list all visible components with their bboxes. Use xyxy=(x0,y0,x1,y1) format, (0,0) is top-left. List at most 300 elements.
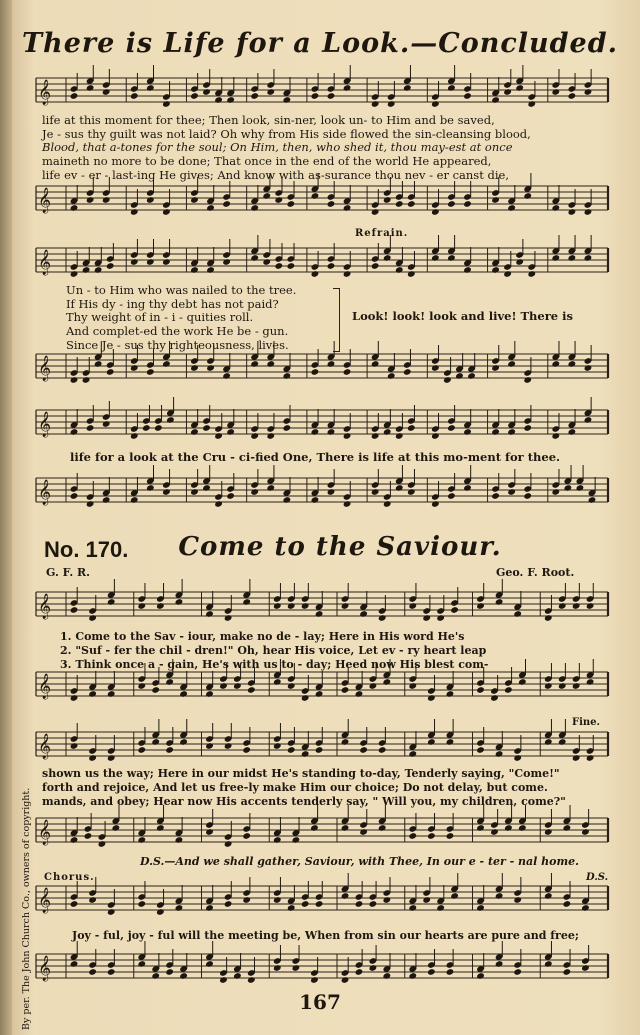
note-head xyxy=(431,208,440,216)
note-head xyxy=(130,496,139,504)
note-head xyxy=(86,196,95,204)
note-head xyxy=(165,746,174,754)
note-head xyxy=(102,496,111,504)
note-head xyxy=(495,892,504,900)
note-head xyxy=(202,484,211,492)
note-head xyxy=(301,602,310,610)
note-head xyxy=(273,896,282,904)
note-head xyxy=(551,432,560,440)
note-head xyxy=(247,976,256,984)
note-head xyxy=(82,376,91,384)
note-head xyxy=(518,678,527,686)
note-head xyxy=(88,614,97,622)
note-head xyxy=(233,972,242,980)
note-head xyxy=(224,742,233,750)
note-head xyxy=(315,690,324,698)
note-head xyxy=(70,270,79,278)
note-head xyxy=(146,84,155,92)
note-head xyxy=(70,92,79,100)
lyric-line: 2. "Suf - fer the chil - dren!" Oh, hear His voice, Let ev - ry heart leap xyxy=(60,644,487,657)
note-head xyxy=(190,364,199,372)
note-head xyxy=(383,254,392,262)
note-head xyxy=(102,88,111,96)
clef: 𝄞 xyxy=(38,820,52,845)
note-head xyxy=(504,824,513,832)
note-head xyxy=(544,960,553,968)
note-head xyxy=(107,754,116,762)
note-head xyxy=(584,416,593,424)
lyric-line: 3. Think once a - gain, He's with us to - day; Heed now His blest com- xyxy=(60,658,489,671)
note-head xyxy=(137,746,146,754)
note-head xyxy=(70,694,79,702)
note-head xyxy=(476,824,485,832)
note-head xyxy=(408,750,417,758)
note-head xyxy=(343,84,352,92)
note-head xyxy=(551,488,560,496)
note-head xyxy=(205,742,214,750)
note-head xyxy=(206,364,215,372)
clef: 𝄞 xyxy=(38,888,52,913)
note-head xyxy=(315,900,324,908)
note-head xyxy=(273,678,282,686)
note-head xyxy=(137,836,146,844)
note-head xyxy=(287,262,296,270)
clef: 𝄞 xyxy=(38,734,52,759)
note-head xyxy=(568,360,577,368)
note-head xyxy=(94,360,103,368)
note-head xyxy=(447,424,456,432)
verse-brace xyxy=(333,288,340,352)
verse-lyrics xyxy=(60,630,488,672)
lyric-line: Je - sus thy guilt was not laid? Oh why from His side flowed the sin-cleansing blood, xyxy=(42,126,531,141)
page-number: 167 xyxy=(299,990,341,1014)
note-head xyxy=(558,682,567,690)
lyric-line: Un - to Him who was nailed to the tree. xyxy=(66,283,297,297)
note-head xyxy=(283,96,292,104)
note-head xyxy=(107,690,116,698)
note-head xyxy=(179,738,188,746)
note-head xyxy=(130,92,139,100)
note-head xyxy=(250,488,259,496)
note-head xyxy=(70,900,79,908)
note-head xyxy=(70,376,79,384)
note-head xyxy=(558,738,567,746)
note-head xyxy=(190,266,199,274)
note-head xyxy=(513,754,522,762)
note-head xyxy=(518,824,527,832)
note-head xyxy=(146,258,155,266)
note-head xyxy=(214,432,223,440)
note-head xyxy=(214,96,223,104)
note-head xyxy=(371,100,380,108)
note-head xyxy=(447,492,456,500)
note-head xyxy=(247,686,256,694)
ds-label: D.S. xyxy=(586,872,609,883)
chorus-label: Chorus. xyxy=(44,872,95,883)
note-head xyxy=(156,602,165,610)
note-head xyxy=(130,432,139,440)
note-head xyxy=(551,360,560,368)
note-head xyxy=(359,746,368,754)
note-head xyxy=(219,682,228,690)
note-head xyxy=(250,92,259,100)
note-head xyxy=(179,972,188,980)
note-head xyxy=(572,682,581,690)
note-head xyxy=(513,896,522,904)
clef: 𝄞 xyxy=(38,80,52,105)
note-head xyxy=(581,964,590,972)
note-head xyxy=(507,488,516,496)
note-head xyxy=(327,262,336,270)
note-head xyxy=(495,750,504,758)
clef: 𝄞 xyxy=(38,188,52,213)
note-head xyxy=(523,424,532,432)
note-head xyxy=(82,266,91,274)
note-head xyxy=(563,968,572,976)
note-head xyxy=(137,900,146,908)
copyright-notice xyxy=(15,650,35,1030)
note-head xyxy=(568,92,577,100)
note-head xyxy=(70,960,79,968)
note-head xyxy=(175,598,184,606)
note-head xyxy=(205,904,214,912)
note-head xyxy=(371,432,380,440)
clef: 𝄞 xyxy=(38,594,52,619)
note-head xyxy=(491,364,500,372)
note-head xyxy=(206,266,215,274)
note-head xyxy=(222,258,231,266)
note-head xyxy=(476,602,485,610)
note-head xyxy=(408,904,417,912)
note-head xyxy=(190,196,199,204)
note-head xyxy=(446,968,455,976)
clef: 𝄞 xyxy=(38,480,52,505)
note-head xyxy=(190,92,199,100)
note-head xyxy=(70,836,79,844)
note-head xyxy=(408,682,417,690)
note-head xyxy=(551,254,560,262)
note-head xyxy=(327,428,336,436)
note-head xyxy=(544,614,553,622)
refrain-lyrics-end: life for a look at the Cru - ci-fied One, There is life at this mo-ment for thee. xyxy=(70,450,561,464)
note-head xyxy=(287,682,296,690)
note-head xyxy=(343,270,352,278)
note-head xyxy=(179,690,188,698)
note-head xyxy=(250,254,259,262)
note-head xyxy=(507,428,516,436)
note-head xyxy=(341,892,350,900)
note-head xyxy=(584,254,593,262)
note-head xyxy=(513,968,522,976)
note-head xyxy=(581,904,590,912)
note-head xyxy=(431,254,440,262)
note-head xyxy=(311,192,320,200)
note-head xyxy=(427,694,436,702)
note-head xyxy=(563,824,572,832)
note-head xyxy=(146,196,155,204)
note-head xyxy=(292,964,301,972)
note-head xyxy=(584,88,593,96)
note-head xyxy=(446,690,455,698)
note-head xyxy=(311,496,320,504)
note-head xyxy=(137,960,146,968)
note-head xyxy=(369,900,378,908)
note-head xyxy=(476,904,485,912)
lyric-line: And complet-ed the work He be - gun. xyxy=(66,324,289,339)
verse-lyrics-continued xyxy=(42,767,566,809)
note-head xyxy=(507,360,516,368)
note-head xyxy=(242,832,251,840)
note-head xyxy=(443,376,452,384)
ds-line: D.S.—And we shall gather, Saviour, with Thee, In our e - ter - nal home. xyxy=(140,855,579,868)
lyric-line: Since Je - sus thy righteousness, lives. xyxy=(66,337,289,352)
note-head xyxy=(491,492,500,500)
note-head xyxy=(551,88,560,96)
note-head xyxy=(584,208,593,216)
note-head xyxy=(274,262,283,270)
note-head xyxy=(572,754,581,762)
lyric-line: life ev - er - last-ing He gives; And know with as-surance thou nev - er canst die, xyxy=(42,167,509,182)
note-head xyxy=(162,258,171,266)
note-head xyxy=(463,484,472,492)
clef: 𝄞 xyxy=(38,250,52,275)
note-head xyxy=(86,424,95,432)
note-head xyxy=(383,500,392,508)
lyric-line: life at this moment for thee; Then look, sin-ner, look un- to Him and be saved, xyxy=(42,113,495,127)
note-head xyxy=(162,100,171,108)
note-head xyxy=(146,368,155,376)
note-head xyxy=(371,488,380,496)
note-head xyxy=(273,742,282,750)
note-head xyxy=(146,484,155,492)
note-head xyxy=(156,824,165,832)
note-head xyxy=(395,432,404,440)
note-head xyxy=(250,432,259,440)
note-head xyxy=(175,904,184,912)
note-head xyxy=(242,598,251,606)
note-head xyxy=(107,968,116,976)
note-head xyxy=(407,270,416,278)
note-head xyxy=(476,972,485,980)
note-head xyxy=(584,364,593,372)
note-head xyxy=(431,100,440,108)
note-head xyxy=(564,484,573,492)
note-head xyxy=(408,832,417,840)
note-head xyxy=(491,266,500,274)
note-head xyxy=(165,678,174,686)
note-head xyxy=(107,598,116,606)
note-head xyxy=(311,368,320,376)
note-head xyxy=(266,484,275,492)
lyric-line: maineth no more to be done; That once in the end of the world He appeared, xyxy=(42,154,492,169)
note-head xyxy=(310,824,319,832)
note-head xyxy=(378,614,387,622)
note-head xyxy=(242,896,251,904)
note-head xyxy=(273,602,282,610)
note-head xyxy=(242,746,251,754)
note-head xyxy=(266,360,275,368)
lyric-line: Thy weight of in - i - quities roll. xyxy=(66,310,254,325)
note-head xyxy=(576,484,585,492)
note-head xyxy=(88,896,97,904)
note-head xyxy=(226,492,235,500)
note-head xyxy=(515,84,524,92)
note-head xyxy=(495,960,504,968)
note-head xyxy=(86,500,95,508)
note-head xyxy=(190,488,199,496)
note-head xyxy=(383,896,392,904)
note-head xyxy=(447,200,456,208)
note-head xyxy=(369,682,378,690)
clef: 𝄞 xyxy=(38,356,52,381)
note-head xyxy=(446,738,455,746)
note-head xyxy=(359,828,368,836)
note-head xyxy=(311,428,320,436)
hymn-number: No. 170. xyxy=(44,537,129,562)
note-head xyxy=(341,976,350,984)
note-head xyxy=(142,424,151,432)
note-head xyxy=(205,960,214,968)
note-head xyxy=(467,372,476,380)
note-head xyxy=(273,836,282,844)
lyric-line: Blood, that a-tones for the soul; On Him, then, who shed it, thou may-est at once xyxy=(42,140,513,155)
note-head xyxy=(162,488,171,496)
note-head xyxy=(86,84,95,92)
note-head xyxy=(551,204,560,212)
note-head xyxy=(102,196,111,204)
note-head xyxy=(202,88,211,96)
note-head xyxy=(369,964,378,972)
note-head xyxy=(383,972,392,980)
note-head xyxy=(544,738,553,746)
note-head xyxy=(292,836,301,844)
note-head xyxy=(359,610,368,618)
clef: 𝄞 xyxy=(38,412,52,437)
note-head xyxy=(447,254,456,262)
note-head xyxy=(165,968,174,976)
note-head xyxy=(315,610,324,618)
note-head xyxy=(431,432,440,440)
note-head xyxy=(137,682,146,690)
note-head xyxy=(422,896,431,904)
clef: 𝄞 xyxy=(38,674,52,699)
note-head xyxy=(287,746,296,754)
note-head xyxy=(301,750,310,758)
note-head xyxy=(491,428,500,436)
note-head xyxy=(137,602,146,610)
note-head xyxy=(287,904,296,912)
note-head xyxy=(447,84,456,92)
note-head xyxy=(408,972,417,980)
note-head xyxy=(378,746,387,754)
note-head xyxy=(226,428,235,436)
note-head xyxy=(427,968,436,976)
note-head xyxy=(341,686,350,694)
note-head xyxy=(463,92,472,100)
note-head xyxy=(355,900,364,908)
words-credit: G. F. R. xyxy=(46,566,90,579)
note-head xyxy=(94,266,103,274)
clef: 𝄞 xyxy=(38,956,52,981)
note-head xyxy=(527,270,536,278)
note-head xyxy=(408,602,417,610)
note-head xyxy=(283,372,292,380)
note-head xyxy=(224,614,233,622)
note-head xyxy=(287,602,296,610)
note-head xyxy=(491,196,500,204)
note-head xyxy=(544,828,553,836)
note-head xyxy=(563,900,572,908)
note-head xyxy=(463,200,472,208)
lyric-line: mands, and obey; Hear now His accents tenderly say, " Will you, my children, come?" xyxy=(42,795,566,808)
note-head xyxy=(355,690,364,698)
note-head xyxy=(431,364,440,372)
note-head xyxy=(355,968,364,976)
note-head xyxy=(301,694,310,702)
note-head xyxy=(463,428,472,436)
note-head xyxy=(205,690,214,698)
note-head xyxy=(341,738,350,746)
note-head xyxy=(315,746,324,754)
note-head xyxy=(407,200,416,208)
note-head xyxy=(262,258,271,266)
note-head xyxy=(581,828,590,836)
note-head xyxy=(503,270,512,278)
note-head xyxy=(102,420,111,428)
note-head xyxy=(403,368,412,376)
note-head xyxy=(250,360,259,368)
note-head xyxy=(586,678,595,686)
note-head xyxy=(222,200,231,208)
note-head xyxy=(343,368,352,376)
note-head xyxy=(190,428,199,436)
refrain-lyrics: Look! look! look and live! There is xyxy=(352,309,573,323)
lyric-line: forth and rejoice, And let us free-ly make Him our choice; Do not delay, but come. xyxy=(42,781,548,794)
note-head xyxy=(154,424,163,432)
note-head xyxy=(476,686,485,694)
note-head xyxy=(205,828,214,836)
note-head xyxy=(162,360,171,368)
note-head xyxy=(490,694,499,702)
note-head xyxy=(70,428,79,436)
note-head xyxy=(130,208,139,216)
note-head xyxy=(310,976,319,984)
note-head xyxy=(311,92,320,100)
note-head xyxy=(112,824,121,832)
lyric-line: shown us the way; Here in our midst He's standing to-day, Tenderly saying, "Come!" xyxy=(42,767,560,780)
note-head xyxy=(383,678,392,686)
note-head xyxy=(301,900,310,908)
verse-lyrics xyxy=(42,114,531,183)
note-head xyxy=(327,92,336,100)
note-head xyxy=(504,686,513,694)
note-head xyxy=(431,500,440,508)
note-head xyxy=(287,200,296,208)
note-head xyxy=(283,496,292,504)
note-head xyxy=(515,258,524,266)
lyric-line: 1. Come to the Sav - iour, make no de - lay; Here in His word He's xyxy=(60,630,465,643)
note-head xyxy=(266,432,275,440)
note-head xyxy=(205,610,214,618)
note-head xyxy=(88,690,97,698)
note-head xyxy=(88,754,97,762)
note-head xyxy=(387,100,396,108)
note-head xyxy=(283,424,292,432)
note-head xyxy=(151,686,160,694)
note-head xyxy=(88,968,97,976)
note-head xyxy=(343,500,352,508)
note-head xyxy=(84,832,93,840)
